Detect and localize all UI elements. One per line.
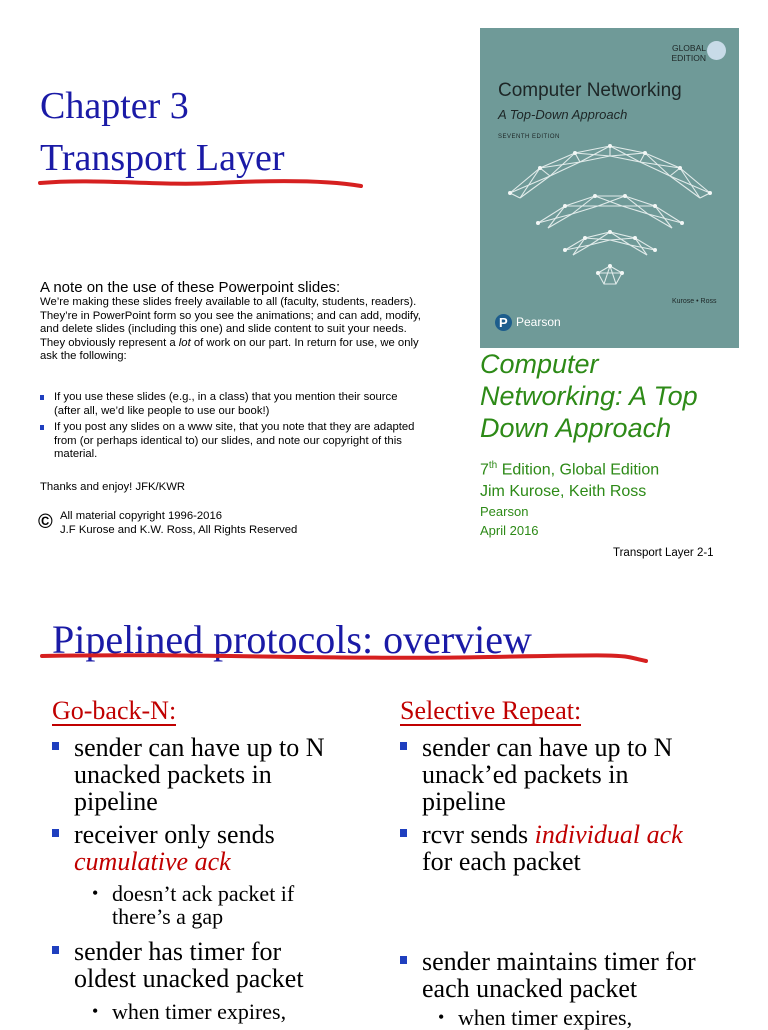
note-bullet-1 <box>40 391 480 418</box>
sub-bullet-line: there’s a gap <box>112 904 224 929</box>
note-text: of work on our part. In return for use, we only <box>190 336 419 349</box>
bullet-line: from (or perhaps identical to) our slides, and note our copyright of this <box>54 434 402 447</box>
note-bullet-2 <box>40 421 480 462</box>
bullet-marker-icon <box>52 742 59 750</box>
note-text: They obviously represent a <box>40 336 179 349</box>
publisher-line: Pearson <box>480 504 529 519</box>
cover-global-line: GLOBAL <box>671 43 706 53</box>
bullet-line: for each packet <box>422 847 581 876</box>
sub-bullet-dot-icon: • <box>438 1007 445 1027</box>
bullet-line: If you post any slides on a www site, that you note that they are adapted <box>54 421 415 433</box>
bullet-marker-icon <box>400 742 407 750</box>
right-bullet-3 <box>400 948 760 1002</box>
cover-global-line: EDITION <box>671 53 706 63</box>
left-sub-bullet-1 <box>92 882 382 928</box>
cover-title: Computer Networking <box>498 80 682 101</box>
heading-text: Go-back-N: <box>52 696 177 725</box>
note-line: and delete slides (including this one) and slide content to suit your needs. <box>40 323 407 336</box>
heading-text: Selective Repeat: <box>400 696 582 725</box>
bullet-marker-icon <box>40 395 44 400</box>
bullet-line: sender maintains timer for <box>422 947 696 976</box>
title-underline-stroke <box>38 650 650 666</box>
left-column-heading <box>52 696 176 726</box>
book-title-line: Down Approach <box>480 413 672 443</box>
left-sub-bullet-2 <box>92 1000 382 1023</box>
bullet-emphasis: cumulative ack <box>74 847 231 876</box>
bullet-line: sender can have up to N <box>74 733 325 762</box>
chapter-title: Transport Layer <box>40 137 285 179</box>
bullet-line: pipeline <box>74 787 158 816</box>
copyright-icon: © <box>38 511 53 533</box>
bullet-marker-icon <box>400 829 407 837</box>
bullet-line: material. <box>54 448 98 461</box>
note-heading: A note on the use of these Powerpoint slides: <box>40 279 341 296</box>
note-line: They’re in PowerPoint form so you see the animations; and can add, modify, <box>40 309 421 322</box>
bullet-line: sender has timer for <box>74 937 282 966</box>
sub-bullet-dot-icon: • <box>92 883 99 903</box>
pearson-logo-letter: P <box>499 315 508 330</box>
copyright-line: J.F Kurose and K.W. Ross, All Rights Reserved <box>60 524 298 536</box>
sub-bullet-line: when timer expires, <box>458 1005 633 1030</box>
bullet-line: receiver only sends <box>74 820 275 849</box>
left-bullet-1 <box>52 734 382 815</box>
bullet-line: sender can have up to N <box>422 733 673 762</box>
slide-title: Pipelined protocols: overview <box>52 617 532 662</box>
bullet-line: If you use these slides (e.g., in a class) that you mention their source <box>54 391 398 403</box>
edition-number: 7 <box>480 461 489 479</box>
bullet-marker-icon <box>52 946 59 954</box>
sub-bullet-line: doesn’t ack packet if <box>112 881 295 906</box>
bullet-line: unack’ed packets in <box>422 760 629 789</box>
bullet-emphasis: individual ack <box>534 820 683 849</box>
sub-bullet-line: when timer expires, <box>112 999 287 1024</box>
book-title <box>480 348 760 444</box>
thanks-text: Thanks and enjoy! JFK/KWR <box>40 481 186 493</box>
bullet-line: (after all, we’d like people to use our book!) <box>54 404 270 417</box>
cover-publisher: Pearson <box>516 315 561 329</box>
book-title-line: Networking: A Top <box>480 381 698 411</box>
note-line <box>40 337 480 351</box>
slide-footer: Transport Layer 2-1 <box>613 547 714 559</box>
bullet-marker-icon <box>400 956 407 964</box>
pearson-logo-icon <box>495 314 512 331</box>
bullet-text: rcvr sends <box>422 820 535 849</box>
note-line: ask the following: <box>40 350 127 363</box>
pipelined-slide <box>0 588 768 1030</box>
sub-bullet-dot-icon: • <box>92 1001 99 1021</box>
right-bullet-1 <box>400 734 760 815</box>
date-line: April 2016 <box>480 523 539 538</box>
edition-line <box>480 460 659 479</box>
title-underline-stroke <box>36 174 366 192</box>
bullet-line: pipeline <box>422 787 506 816</box>
book-title-line: Computer <box>480 349 599 379</box>
bullet-line: each unacked packet <box>422 974 638 1003</box>
edition-text: Edition, Global Edition <box>497 461 660 479</box>
bullet-line <box>400 821 760 848</box>
left-bullet-2 <box>52 821 382 875</box>
bullet-line: unacked packets in <box>74 760 272 789</box>
note-line: We’re making these slides freely available to all (faculty, students, readers). <box>40 296 417 308</box>
cover-authors: Kurose • Ross <box>672 298 717 305</box>
right-column-heading <box>400 696 581 726</box>
bullet-marker-icon <box>52 829 59 837</box>
right-sub-bullet-1 <box>438 1006 758 1029</box>
book-cover-image <box>480 28 739 348</box>
cover-subtitle: A Top-Down Approach <box>498 107 628 122</box>
globe-icon <box>707 41 726 60</box>
bullet-line: oldest unacked packet <box>74 964 304 993</box>
chapter-number: Chapter 3 <box>40 85 189 127</box>
authors-line: Jim Kurose, Keith Ross <box>480 483 647 500</box>
bullet-marker-icon <box>40 425 44 430</box>
note-paragraph <box>40 296 480 364</box>
copyright-text <box>60 509 297 537</box>
cover-edition: SEVENTH EDITION <box>498 134 560 140</box>
copyright-line: All material copyright 1996-2016 <box>60 510 223 522</box>
left-bullet-3 <box>52 938 382 992</box>
right-bullet-2 <box>400 821 760 875</box>
edition-superscript: th <box>488 460 498 471</box>
cover-global-edition <box>646 43 706 63</box>
note-emphasis: lot <box>178 336 191 349</box>
